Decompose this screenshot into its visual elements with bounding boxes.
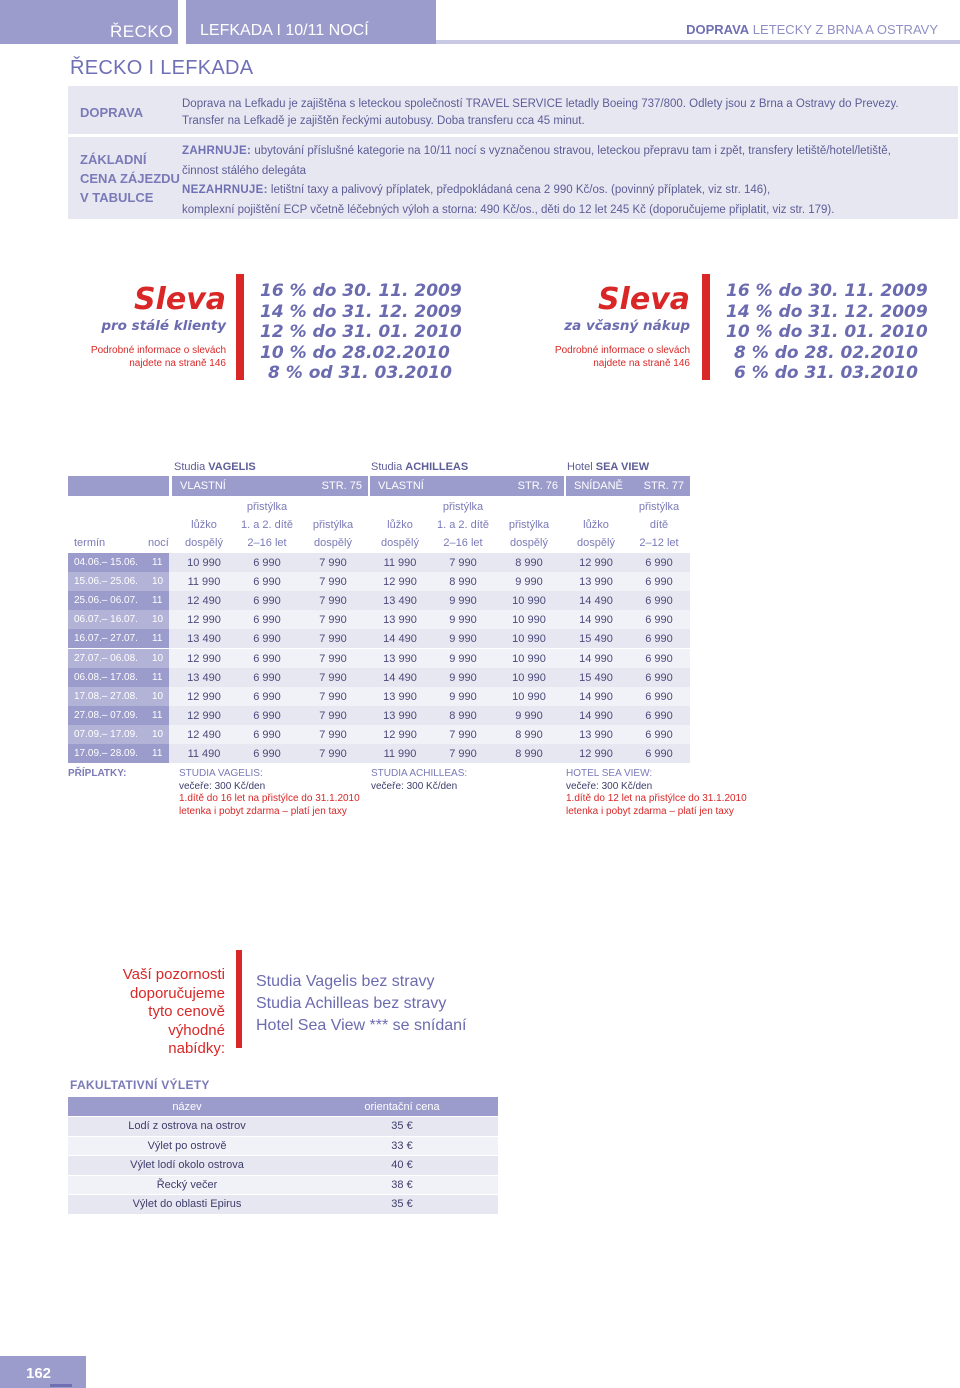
discount-early-note [530, 344, 690, 370]
doprava-text [182, 96, 899, 130]
price-cell: 6 990 [645, 633, 673, 646]
column-header-line: přistýlka [442, 501, 484, 513]
price-cell: 12 990 [383, 728, 417, 741]
price-cell: 6 990 [253, 614, 281, 627]
hotel-prefix: Studia [174, 461, 209, 473]
table-row [68, 1136, 498, 1156]
price-cell: 8 990 [515, 728, 543, 741]
price-cell: 14 490 [383, 671, 417, 684]
price-cell: 6 990 [253, 709, 281, 722]
price-cell: 7 990 [319, 557, 347, 569]
price-cell: 6 990 [645, 728, 673, 741]
column-header-line: dítě [649, 519, 669, 531]
table-row [68, 572, 690, 591]
hotel-name: ACHILLEAS [405, 461, 469, 473]
discount-early-block [530, 284, 690, 370]
table-row [68, 725, 690, 744]
column-header-line: 2–12 let [639, 537, 679, 549]
column-header-line: přistýlka [246, 501, 288, 513]
row-term: 16.07.– 27.07. [74, 633, 138, 645]
table-row [68, 649, 690, 668]
header-destination: LEFKADA I 10/11 NOCÍ [200, 22, 369, 39]
row-nights: 10 [152, 690, 164, 702]
table-row [68, 668, 690, 687]
price-cell: 12 990 [579, 748, 613, 760]
price-cell: 6 990 [253, 576, 281, 589]
price-cell: 10 990 [512, 690, 546, 703]
price-cell: 14 490 [579, 595, 613, 608]
price-cell: 11 990 [187, 576, 221, 589]
table-header-band-achilleas [370, 476, 564, 496]
discount-early-date: 16 % do 30. 11. 2009 [726, 281, 928, 301]
recommend-intro-line: nabídky: [168, 1040, 225, 1057]
includes-label: ZAHRNUJE: [182, 145, 252, 157]
price-cell: 6 990 [253, 690, 281, 703]
base-price-label [80, 150, 180, 207]
recommend-offers [256, 971, 467, 1037]
price-cell: 10 990 [512, 614, 546, 627]
discount-early-title: Sleva [597, 282, 690, 317]
price-cell: 6 990 [645, 652, 673, 665]
price-cell: 7 990 [319, 633, 347, 646]
column-termin: termín [74, 537, 106, 549]
column-header-line: lůžko [191, 519, 217, 531]
discount-early-subtitle: za včasný nákup [564, 318, 690, 334]
row-term: 27.08.– 07.09. [74, 709, 138, 721]
price-cell: 8 990 [515, 557, 543, 569]
row-term: 06.07.– 16.07. [74, 614, 138, 626]
price-cell: 13 990 [383, 652, 417, 665]
discount-loyal-note-1: Podrobné informace o slevách [90, 345, 226, 356]
board-type: VLASTNÍ [378, 480, 424, 492]
discount-loyal-date: 8 % od 31. 03.2010 [268, 363, 452, 383]
price-cell: 14 990 [579, 709, 613, 722]
excludes-label: NEZAHRNUJE: [182, 184, 268, 196]
recommend-offer: Studia Vagelis bez stravy [256, 973, 435, 990]
price-cell: 12 990 [187, 709, 221, 722]
doprava-line-2: Transfer na Lefkadě je zajištěn řeckými autobusy. Doba transferu cca 45 minut. [182, 115, 585, 127]
row-nights: 11 [152, 709, 163, 721]
includes-value: ubytování příslušné kategorie na 10/11 nocí s vyznačenou stravou, leteckou přepravu tam i zpět, transfery letiště/hotel/letiště, [251, 145, 891, 157]
price-cell: 12 990 [187, 652, 221, 665]
price-cell: 9 990 [449, 652, 477, 665]
hotel-name-vagelis [174, 461, 256, 473]
excursion-name: Výlet lodí okolo ostrova [68, 1156, 306, 1176]
includes-text [182, 142, 891, 220]
table-row [68, 687, 690, 706]
base-price-label-3: V TABULCE [80, 190, 154, 205]
excludes-value-2: komplexní pojištění ECP včetně léčebných výloh a storna: 490 Kč/os., děti do 12 let 245 Kč (doporučujeme připlatit, viz str. 179). [182, 203, 835, 216]
discount-loyal-date: 12 % do 31. 01. 2010 [260, 322, 462, 342]
column-header-line: dospělý [185, 537, 223, 549]
price-cell: 10 990 [512, 652, 546, 665]
column-header-line: 1. a 2. dítě [437, 519, 489, 531]
price-cell: 10 990 [512, 633, 546, 646]
header-country: ŘECKO [110, 22, 173, 41]
excursion-name: Výlet do oblasti Epirus [68, 1195, 306, 1215]
column-header-line: přistýlka [508, 519, 550, 531]
page-ref: STR. 75 [321, 480, 362, 492]
page-ref: STR. 77 [643, 480, 684, 492]
excursions-title: FAKULTATIVNÍ VÝLETY [70, 1078, 210, 1092]
column-header-line: přistýlka [312, 519, 354, 531]
table-header-band-seaview [566, 476, 690, 496]
supplement-offer: letenka i pobyt zdarma – platí jen taxy [566, 805, 734, 817]
column-header-line: dospělý [381, 537, 419, 549]
table-row [68, 553, 690, 572]
supplement-offer: 1.dítě do 16 let na přistýlce do 31.1.2010 [179, 793, 360, 804]
excursion-name: Řecký večer [68, 1175, 306, 1195]
supplement-detail: večeře: 300 Kč/den [566, 780, 653, 792]
excludes-value: letištní taxy a palivový příplatek, předpokládaná cena 2 990 Kč/os. (povinný příplatek, viz str. 146), [267, 184, 771, 196]
row-nights: 11 [152, 671, 163, 683]
excursion-price: 35 € [306, 1117, 498, 1137]
discount-early-bar [702, 274, 710, 380]
row-nights: 11 [152, 557, 163, 568]
supplement-achilleas [371, 768, 467, 793]
price-cell: 6 990 [253, 557, 281, 569]
row-term: 27.07.– 06.08. [74, 652, 138, 664]
row-term: 15.06.– 25.06. [74, 576, 138, 588]
price-cell: 6 990 [645, 748, 673, 760]
supplement-heading: HOTEL SEA VIEW: [566, 768, 653, 779]
excursions-col-name: název [68, 1097, 306, 1117]
price-cell: 6 990 [253, 595, 281, 608]
info-separator [68, 134, 958, 137]
row-nights: 10 [152, 614, 164, 626]
price-cell: 13 490 [383, 595, 417, 608]
price-cell: 8 990 [449, 709, 477, 722]
column-header-line: dospělý [577, 537, 615, 549]
price-cell: 7 990 [449, 748, 477, 760]
price-cell: 10 990 [512, 595, 546, 608]
header-divider [436, 40, 960, 44]
row-term: 04.06.– 15.06. [74, 557, 138, 568]
table-row [68, 1175, 498, 1195]
price-cell: 7 990 [319, 671, 347, 684]
supplement-offer: 1.dítě do 12 let na přistýlce do 31.1.2010 [566, 793, 747, 804]
discount-early-date: 10 % do 31. 01. 2010 [726, 322, 928, 342]
discount-loyal-bar [236, 274, 244, 380]
supplement-detail: večeře: 300 Kč/den [179, 780, 266, 792]
page-ref: STR. 76 [517, 480, 558, 492]
price-cell: 12 990 [383, 576, 417, 589]
row-nights: 11 [152, 595, 163, 607]
discount-loyal-date: 14 % do 31. 12. 2009 [260, 301, 462, 322]
price-cell: 10 990 [187, 557, 221, 569]
recommend-intro-line: Vaší pozornosti [122, 966, 225, 983]
price-cell: 7 990 [319, 709, 347, 722]
hotel-name: VAGELIS [208, 461, 256, 473]
price-cell: 9 990 [449, 595, 477, 608]
price-cell: 9 990 [515, 709, 543, 722]
supplement-vagelis [179, 768, 360, 818]
table-header-band-vagelis [172, 476, 368, 496]
header-transport [686, 22, 938, 37]
price-cell: 14 490 [383, 633, 417, 646]
price-cell: 12 990 [187, 690, 221, 703]
table-header-band-empty [68, 476, 169, 496]
column-header-line: přistýlka [638, 501, 680, 513]
table-row [68, 591, 690, 610]
price-cell: 14 990 [579, 614, 613, 627]
excursion-price: 35 € [306, 1195, 498, 1215]
price-cell: 6 990 [645, 671, 673, 684]
price-cell: 7 990 [449, 728, 477, 741]
price-cell: 15 490 [579, 671, 613, 684]
discount-loyal-note-2: najdete na straně 146 [129, 358, 226, 369]
price-cell: 6 990 [645, 690, 673, 703]
price-cell: 7 990 [319, 690, 347, 703]
row-nights: 10 [152, 728, 164, 740]
table-row [68, 1195, 498, 1215]
discount-early-date: 6 % do 31. 03.2010 [734, 363, 918, 383]
board-type: SNÍDANĚ [574, 480, 623, 492]
price-cell: 9 990 [515, 576, 543, 589]
header-transport-rest: LETECKY Z BRNA A OSTRAVY [749, 22, 938, 37]
discount-loyal-block [66, 284, 226, 370]
price-cell: 9 990 [449, 671, 477, 684]
supplement-offer: letenka i pobyt zdarma – platí jen taxy [179, 805, 347, 817]
row-term: 17.09.– 28.09. [74, 748, 138, 759]
price-cell: 8 990 [515, 748, 543, 760]
base-price-label-1: ZÁKLADNÍ [80, 152, 147, 167]
table-row [68, 1117, 498, 1137]
price-cell: 6 990 [253, 652, 281, 665]
discount-early-note-1: Podrobné informace o slevách [554, 345, 690, 356]
recommend-intro-line: tyto cenově výhodné [148, 1003, 225, 1039]
price-cell: 14 990 [579, 690, 613, 703]
supplements-label: PŘÍPLATKY: [68, 768, 127, 779]
row-nights: 11 [152, 748, 163, 759]
includes-value-2: činnost stálého delegáta [182, 164, 307, 177]
row-term: 07.09.– 17.09. [74, 728, 138, 740]
price-cell: 15 490 [579, 633, 613, 646]
price-cell: 6 990 [645, 595, 673, 608]
row-nights: 11 [152, 633, 163, 645]
row-nights: 10 [152, 576, 164, 588]
price-cell: 10 990 [512, 671, 546, 684]
price-cell: 11 990 [383, 557, 417, 569]
row-term: 06.08.– 17.08. [74, 671, 138, 683]
price-cell: 11 990 [383, 748, 417, 760]
row-term: 17.08.– 27.08. [74, 690, 138, 702]
price-cell: 11 490 [187, 748, 221, 760]
price-cell: 13 490 [187, 633, 221, 646]
price-cell: 7 990 [319, 748, 347, 760]
price-cell: 6 990 [645, 557, 673, 569]
price-cell: 13 990 [579, 728, 613, 741]
recommend-bar [236, 950, 242, 1048]
price-cell: 13 990 [383, 709, 417, 722]
hotel-name-achilleas [371, 461, 468, 473]
price-cell: 13 490 [187, 671, 221, 684]
price-cell: 13 990 [383, 690, 417, 703]
price-cell: 7 990 [319, 576, 347, 589]
price-cell: 6 990 [253, 728, 281, 741]
discount-loyal-subtitle: pro stálé klienty [101, 318, 226, 334]
price-cell: 9 990 [449, 614, 477, 627]
discount-loyal-date: 10 % do 28.02.2010 [260, 342, 450, 363]
price-cell: 7 990 [319, 614, 347, 627]
price-cell: 7 990 [319, 595, 347, 608]
discount-early-dates [726, 281, 928, 384]
price-cell: 9 990 [449, 633, 477, 646]
header-destination-tab [186, 0, 436, 44]
hotel-prefix: Hotel [567, 461, 596, 473]
excursion-price: 40 € [306, 1156, 498, 1176]
excursion-price: 33 € [306, 1136, 498, 1156]
discount-loyal-dates [260, 281, 462, 384]
row-term: 25.06.– 06.07. [74, 595, 138, 607]
excursions-table [68, 1097, 498, 1215]
supplement-seaview [566, 768, 747, 818]
price-cell: 14 990 [579, 652, 613, 665]
price-cell: 6 990 [645, 709, 673, 722]
column-header-line: 2–16 let [247, 537, 287, 549]
excursion-price: 38 € [306, 1175, 498, 1195]
doprava-label: DOPRAVA [80, 105, 144, 120]
column-header-line: lůžko [583, 519, 609, 531]
page-number-box [0, 1356, 86, 1388]
column-header-line: lůžko [387, 519, 413, 531]
price-cell: 12 990 [187, 614, 221, 627]
price-cell: 6 990 [645, 614, 673, 627]
excursion-name: Výlet po ostrově [68, 1136, 306, 1156]
recommend-intro-line: doporučujeme [129, 984, 225, 1002]
recommend-offer: Hotel Sea View *** se snídaní [256, 1017, 467, 1034]
price-cell: 12 990 [579, 557, 613, 569]
discount-early-date: 8 % do 28. 02.2010 [734, 342, 918, 363]
price-cell: 7 990 [319, 728, 347, 741]
table-row [68, 629, 690, 648]
price-cell: 7 990 [319, 652, 347, 665]
recommend-intro [90, 966, 225, 1059]
discount-early-date: 14 % do 31. 12. 2009 [726, 301, 928, 322]
price-cell: 8 990 [449, 576, 477, 589]
table-row [68, 1156, 498, 1176]
hotel-prefix: Studia [371, 461, 406, 473]
supplement-heading: STUDIA ACHILLEAS: [371, 768, 468, 779]
price-cell: 13 990 [383, 614, 417, 627]
price-cell: 6 990 [645, 576, 673, 589]
page-title: ŘECKO I LEFKADA [70, 57, 254, 79]
supplement-detail: večeře: 300 Kč/den [371, 780, 458, 792]
board-type: VLASTNÍ [180, 480, 226, 492]
page-number-underline [50, 1384, 72, 1387]
column-header-line: 2–16 let [443, 537, 483, 549]
price-cell: 6 990 [253, 633, 281, 646]
hotel-name: SEA VIEW [595, 461, 650, 473]
discount-loyal-note [66, 344, 226, 370]
supplement-heading: STUDIA VAGELIS: [179, 768, 263, 779]
column-noci: nocí [148, 537, 169, 549]
recommend-offer: Studia Achilleas bez stravy [256, 995, 447, 1012]
table-row [68, 706, 690, 725]
header-transport-bold: DOPRAVA [686, 22, 750, 37]
header-country-tab [0, 0, 178, 44]
excursions-col-price: orientační cena [306, 1097, 498, 1117]
doprava-line-1: Doprava na Lefkadu je zajištěna s leteckou společností TRAVEL SERVICE letadly Boeing 737/800. Odlety jsou z Brna a Ostravy do Prevezy. [182, 98, 899, 110]
price-cell: 6 990 [253, 671, 281, 684]
row-nights: 10 [152, 652, 164, 664]
price-cell: 12 490 [187, 728, 221, 741]
price-cell: 6 990 [253, 748, 281, 760]
excursions-header-row [68, 1097, 498, 1117]
discount-loyal-date: 16 % do 30. 11. 2009 [260, 281, 462, 301]
table-row [68, 744, 690, 763]
price-cell: 7 990 [449, 557, 477, 569]
table-row [68, 610, 690, 629]
hotel-name-seaview [567, 461, 649, 473]
price-cell: 13 990 [579, 576, 613, 589]
discount-loyal-title: Sleva [133, 282, 226, 317]
price-cell: 12 490 [187, 595, 221, 608]
excursion-name: Lodí z ostrova na ostrov [68, 1117, 306, 1137]
price-cell: 9 990 [449, 690, 477, 703]
page-number: 162 [26, 1365, 52, 1382]
discount-early-note-2: najdete na straně 146 [593, 358, 690, 369]
column-header-line: 1. a 2. dítě [241, 519, 293, 531]
column-header-line: dospělý [510, 537, 548, 549]
column-header-line: dospělý [314, 537, 352, 549]
base-price-label-2: CENA ZÁJEZDU [80, 171, 180, 186]
